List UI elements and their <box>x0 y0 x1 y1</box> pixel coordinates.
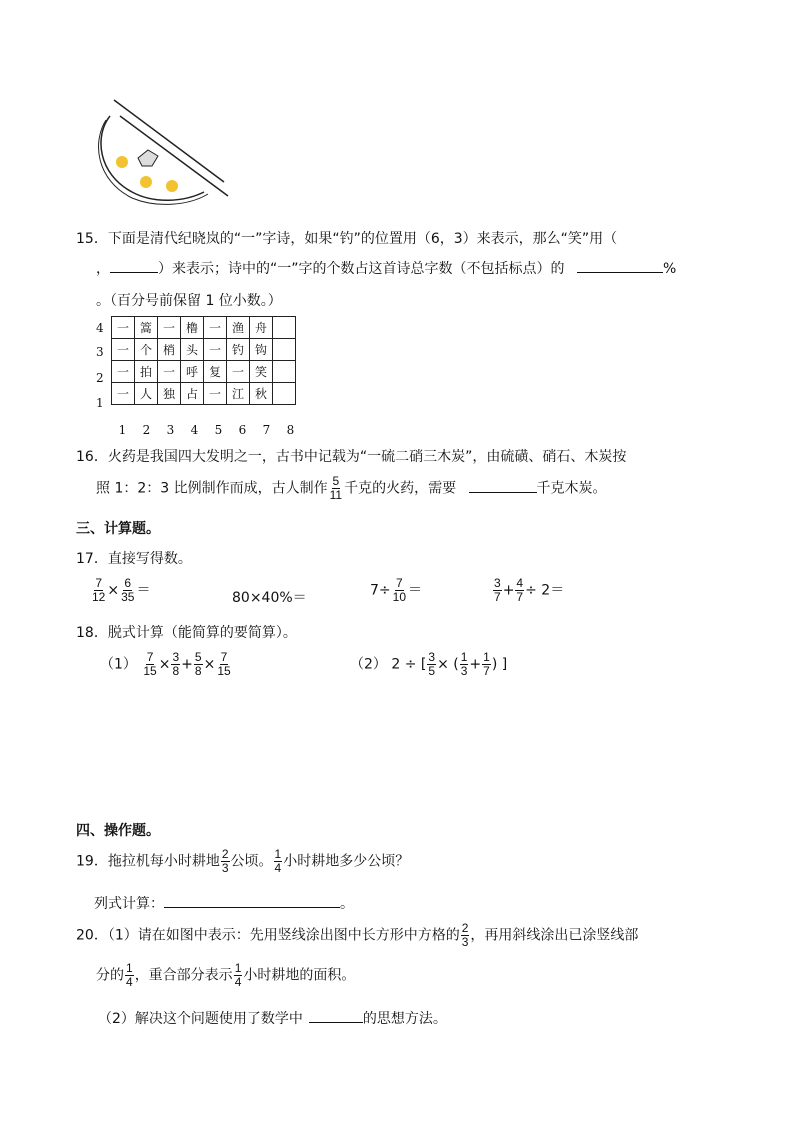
numerator: 2 <box>221 847 229 861</box>
calc-label: 列式计算： <box>94 896 164 912</box>
numerator: 5 <box>332 474 340 488</box>
q20-text: 分的 <box>96 967 124 984</box>
grid-cell: 一 <box>158 317 181 339</box>
operator: × ( <box>437 656 459 673</box>
fraction <box>142 651 157 678</box>
q20-text: 20．（1）请在如图中表示：先用竖线涂出图中长方形中方格的 <box>76 927 460 944</box>
q17-expr-3 <box>370 577 422 604</box>
operator: × <box>203 656 216 673</box>
chick-icon <box>140 176 152 188</box>
q19-answer-blank[interactable] <box>164 893 340 908</box>
grid-cell: 呼 <box>181 361 204 383</box>
q19-text: 公顷。 <box>230 853 273 870</box>
grid-cell: 秋 <box>250 383 273 405</box>
equals: ＝ <box>136 582 151 599</box>
q16-text: 千克木炭。 <box>536 480 607 497</box>
numerator: 1 <box>234 961 242 975</box>
fraction <box>427 651 436 678</box>
fraction <box>392 577 407 604</box>
numerator: 2 <box>461 921 469 935</box>
grid-row-label: 2 <box>96 371 104 385</box>
grid-cell: 笑 <box>250 361 273 383</box>
grid-cell: 一 <box>112 317 135 339</box>
q17-title: 17．直接写得数。 <box>76 551 192 567</box>
fraction <box>460 651 469 678</box>
q17-expr-4 <box>492 577 564 604</box>
fraction <box>120 577 135 604</box>
q18-part-1 <box>100 651 233 678</box>
numerator: 3 <box>172 650 180 664</box>
grid-cell: 一 <box>204 339 227 361</box>
q20-answer-blank[interactable] <box>309 1008 363 1023</box>
fraction <box>221 848 230 875</box>
q16-line1: 16．火药是我国四大发明之一，古书中记载为“一硫二硝三木炭”，由硫磺、硝石、木炭按 <box>76 449 627 465</box>
numerator: 7 <box>220 650 228 664</box>
denominator: 15 <box>217 664 231 678</box>
expr-text: ) ] <box>491 656 508 673</box>
denominator: 3 <box>461 935 469 949</box>
grid-cell: 一 <box>158 361 181 383</box>
part-label: （2） <box>350 656 387 673</box>
grid-cell: 拍 <box>135 361 158 383</box>
q16-text: 照 1：2：3 比例制作而成，古人制作 <box>96 480 328 497</box>
grid-cell: 一 <box>227 361 250 383</box>
grid-col-label: 2 <box>142 423 151 437</box>
denominator: 15 <box>143 664 157 678</box>
q18-title: 18．脱式计算（能简算的要简算）。 <box>76 625 297 641</box>
q20-line2 <box>96 962 355 989</box>
numerator: 6 <box>124 576 132 590</box>
grid-cell <box>273 361 296 383</box>
chick-icon <box>116 156 128 168</box>
grid-cell: 占 <box>181 383 204 405</box>
fraction <box>329 475 343 502</box>
numerator: 1 <box>274 847 282 861</box>
grid-col-label: 3 <box>166 423 175 437</box>
q17-expr-2: 80×40%＝ <box>232 590 307 606</box>
grid-row-label: 4 <box>96 321 104 335</box>
q19-question <box>76 848 409 875</box>
denominator: 7 <box>494 590 501 604</box>
numerator: 7 <box>395 576 403 590</box>
fraction <box>216 651 231 678</box>
q16-answer-blank[interactable] <box>469 478 537 493</box>
grid-col-label: 8 <box>286 423 295 437</box>
q18-part-2 <box>350 651 507 678</box>
grid-cell: 个 <box>135 339 158 361</box>
grid-row <box>112 339 296 361</box>
denominator: 3 <box>221 861 229 875</box>
numerator: 7 <box>146 650 154 664</box>
grid-row-label: 1 <box>96 396 104 410</box>
poem-grid <box>111 316 296 405</box>
q15-answer-blank-1[interactable] <box>110 258 158 273</box>
operator: + <box>181 656 193 673</box>
grid-cell: 人 <box>135 383 158 405</box>
grid-col-label: 4 <box>190 423 199 437</box>
denominator: 7 <box>483 664 490 678</box>
fraction <box>91 577 106 604</box>
operator: × <box>107 582 120 599</box>
operator: + <box>502 582 515 599</box>
q15-percent: % <box>662 261 677 277</box>
q19-text: 小时耕地多少公顷？ <box>283 853 410 870</box>
q16-line2 <box>96 475 607 502</box>
q20-line3 <box>98 1008 447 1028</box>
grid-cell: 一 <box>112 339 135 361</box>
q15-answer-blank-2[interactable] <box>577 258 663 273</box>
grid-cell: 橹 <box>181 317 204 339</box>
q16-text: 千克的火药，需要 <box>344 480 457 497</box>
grid-cell: 钓 <box>227 339 250 361</box>
fraction <box>194 651 203 678</box>
fraction <box>125 962 134 989</box>
q20-text: ，重合部分表示 <box>134 967 233 984</box>
numerator: 3 <box>428 650 436 664</box>
numerator: 3 <box>494 576 501 590</box>
q19-text: 19．拖拉机每小时耕地 <box>76 853 220 870</box>
grid-cell: 独 <box>158 383 181 405</box>
grid-cell: 一 <box>112 383 135 405</box>
denominator: 4 <box>126 975 133 989</box>
denominator: 8 <box>172 664 180 678</box>
part-label: （1） <box>100 656 137 673</box>
grid-cell: 一 <box>204 317 227 339</box>
grid-cell <box>273 339 296 361</box>
grid-row <box>112 317 296 339</box>
q15-line1: 15．下面是清代纪晓岚的“一”字诗，如果“钓”的位置用（6，3）来表示，那么“笑”用（ <box>76 231 618 247</box>
grid-cell: 梢 <box>158 339 181 361</box>
q20-text: 小时耕地的面积。 <box>243 967 356 984</box>
grid-cell <box>273 317 296 339</box>
fraction <box>171 651 180 678</box>
grid-cell: 复 <box>204 361 227 383</box>
grid-cell: 江 <box>227 383 250 405</box>
grid-cell: 渔 <box>227 317 250 339</box>
section-3-title: 三、计算题。 <box>76 521 160 537</box>
denominator: 35 <box>121 590 135 604</box>
grid-row <box>112 383 296 405</box>
grid-col-label: 7 <box>262 423 271 437</box>
q15-text: ）来表示；诗中的“一”字的个数占这首诗总字数（不包括标点）的 <box>158 261 565 277</box>
grid-cell <box>273 383 296 405</box>
q15-line3: 。（百分号前保留 1 位小数。） <box>96 293 282 309</box>
denominator: 3 <box>460 664 468 678</box>
fraction <box>274 848 283 875</box>
grid-cell: 舟 <box>250 317 273 339</box>
grid-col-label: 6 <box>238 423 247 437</box>
denominator: 4 <box>274 861 282 875</box>
numerator: 1 <box>126 961 133 975</box>
operator: × <box>158 656 171 673</box>
grid-cell: 钩 <box>250 339 273 361</box>
denominator: 7 <box>516 590 524 604</box>
denominator: 5 <box>428 664 436 678</box>
section-4-title: 四、操作题。 <box>76 823 160 839</box>
grid-cell: 头 <box>181 339 204 361</box>
q20-line1 <box>76 922 638 949</box>
numerator: 7 <box>95 576 103 590</box>
q15-line2 <box>96 258 676 278</box>
fraction <box>234 962 243 989</box>
equals: ＝ <box>408 582 422 599</box>
fraction <box>482 651 491 678</box>
fraction <box>493 577 502 604</box>
q17-expr-1 <box>90 577 150 604</box>
grid-row <box>112 361 296 383</box>
denominator: 12 <box>92 590 106 604</box>
grid-cell: 一 <box>112 361 135 383</box>
denominator: 10 <box>392 590 406 604</box>
q19-text: 。 <box>340 896 354 912</box>
grid-col-label: 1 <box>118 423 127 437</box>
q20-text: （2）解决这个问题使用了数学中 <box>98 1011 303 1027</box>
denominator: 11 <box>329 488 343 502</box>
fraction <box>515 577 524 604</box>
q15-comma: ， <box>96 261 110 277</box>
chick-icon <box>166 180 178 192</box>
denominator: 4 <box>234 975 242 989</box>
grid-col-label: 5 <box>214 423 223 437</box>
fraction <box>461 922 470 949</box>
q20-text: 的思想方法。 <box>362 1011 447 1027</box>
denominator: 8 <box>194 664 202 678</box>
q20-text: ，再用斜线涂出已涂竖线部 <box>470 927 639 944</box>
expr-text: ÷ 2＝ <box>525 582 565 599</box>
grid-cell: 一 <box>204 383 227 405</box>
grid-cell: 篙 <box>135 317 158 339</box>
numerator: 1 <box>460 650 468 664</box>
plate-illustration <box>92 96 232 208</box>
q19-calc-line <box>94 893 354 913</box>
operator: + <box>469 656 482 673</box>
numerator: 5 <box>194 650 202 664</box>
grid-row-label: 3 <box>96 345 104 359</box>
expr-text: 2 ÷ [ <box>391 656 427 673</box>
numerator: 4 <box>516 576 524 590</box>
expr-text: 7÷ <box>370 582 391 599</box>
numerator: 1 <box>483 650 490 664</box>
